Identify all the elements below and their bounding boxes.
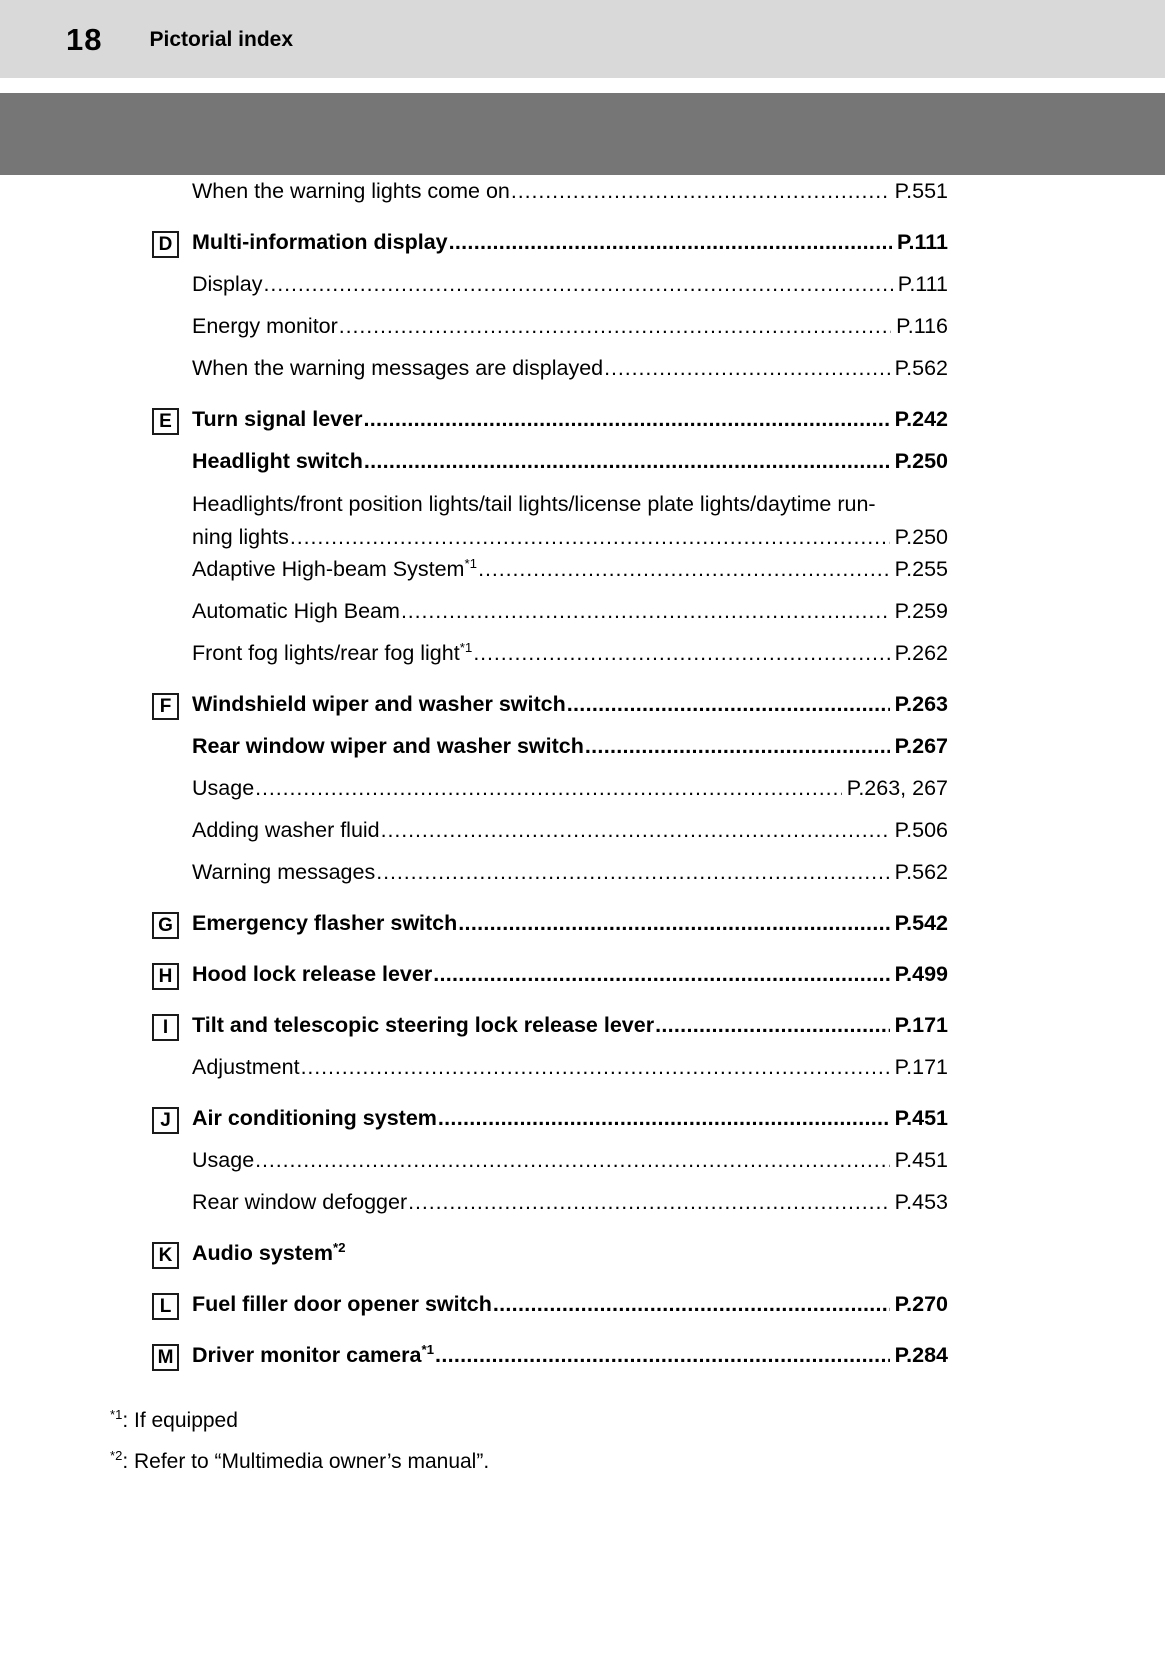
index-entry	[192, 1010, 948, 1040]
dot-leader	[339, 311, 891, 341]
index-entry	[192, 638, 948, 668]
entry-page-number[interactable]: P.284	[894, 1343, 948, 1367]
dot-leader	[449, 227, 892, 257]
footnote-marker: *2	[110, 1448, 123, 1463]
dot-leader	[493, 1289, 890, 1319]
index-sub-row[interactable]	[0, 815, 1165, 857]
entry-page-number[interactable]: P.499	[894, 962, 948, 986]
index-entry	[192, 1340, 948, 1370]
entry-label: Adaptive High-beam System$^{*1}$	[192, 555, 478, 581]
index-sub-row[interactable]	[0, 488, 1165, 554]
index-entry	[192, 227, 948, 257]
entry-page-number[interactable]: P.542	[894, 911, 948, 935]
index-section-row[interactable]	[0, 1289, 1165, 1331]
entry-label: Display	[192, 272, 263, 296]
entry-page-number[interactable]: P.242	[894, 407, 948, 431]
index-entry	[192, 176, 948, 206]
index-sub-row[interactable]	[0, 596, 1165, 638]
index-entry	[192, 404, 948, 434]
dot-leader	[567, 689, 890, 719]
dot-leader	[255, 773, 842, 803]
dot-leader	[255, 1145, 889, 1175]
entry-page-number[interactable]: P.255	[894, 557, 948, 581]
footnote-marker: *1	[421, 1341, 435, 1357]
entry-label: Audio system$^{*2}$	[192, 1239, 346, 1265]
index-sub-row[interactable]	[0, 1145, 1165, 1187]
section-letter-badge: G	[152, 912, 179, 939]
index-entry	[192, 689, 948, 719]
index-entry	[192, 353, 948, 383]
entry-page-number[interactable]: P.551	[894, 179, 948, 203]
page-number: 18	[66, 21, 103, 57]
index-sub-row[interactable]	[0, 353, 1165, 395]
pictorial-index-list	[0, 176, 1165, 1382]
page-title: Pictorial index	[149, 27, 294, 51]
footnote-marker: *2	[332, 1239, 346, 1255]
dot-leader	[363, 404, 889, 434]
entry-label: Energy monitor	[192, 314, 338, 338]
entry-label: Warning messages	[192, 860, 376, 884]
index-section-row[interactable]	[0, 1010, 1165, 1052]
dot-leader	[604, 353, 889, 383]
footnote-text: : Refer to “Multimedia owner’s manual”.	[122, 1450, 490, 1473]
page-header	[0, 0, 1165, 78]
entry-label: Front fog lights/rear fog light$^{*1}$	[192, 639, 473, 665]
section-letter-badge: E	[152, 408, 179, 435]
entry-label: Adjustment	[192, 1055, 300, 1079]
index-entry	[192, 1145, 948, 1175]
entry-page-number[interactable]: P.453	[894, 1190, 948, 1214]
index-entry	[192, 959, 948, 989]
entry-page-number[interactable]: P.171	[894, 1055, 948, 1079]
entry-page-number[interactable]: P.263	[894, 692, 948, 716]
index-section-row[interactable]	[0, 1340, 1165, 1382]
index-entry	[192, 815, 948, 845]
section-letter-badge: F	[152, 693, 179, 720]
entry-page-number[interactable]: P.451	[894, 1148, 948, 1172]
index-section-row[interactable]	[0, 689, 1165, 731]
dot-leader	[376, 857, 889, 887]
entry-label: Driver monitor camera$^{*1}$	[192, 1341, 435, 1367]
index-sub-row[interactable]	[0, 638, 1165, 680]
entry-page-number[interactable]: P.250	[894, 525, 948, 549]
dot-leader	[473, 638, 889, 668]
entry-label: Air conditioning system	[192, 1106, 437, 1130]
dot-leader	[435, 1340, 890, 1370]
index-sub-row[interactable]	[0, 176, 1165, 218]
entry-label: Rear window defogger	[192, 1190, 408, 1214]
entry-label: Emergency flasher switch	[192, 911, 458, 935]
entry-label: Headlight switch	[192, 449, 363, 473]
dot-leader	[364, 446, 890, 476]
index-entry	[192, 731, 948, 761]
index-sub-row[interactable]	[0, 857, 1165, 899]
entry-label: Windshield wiper and washer switch	[192, 692, 566, 716]
entry-page-number[interactable]: P.262	[894, 641, 948, 665]
section-letter-badge: L	[152, 1293, 179, 1320]
entry-label: Usage	[192, 776, 255, 800]
index-section-row[interactable]	[0, 404, 1165, 446]
dot-leader	[655, 1010, 890, 1040]
entry-page-number[interactable]: P.259	[894, 599, 948, 623]
index-sub-row[interactable]	[0, 269, 1165, 311]
entry-page-number[interactable]: P.267	[894, 734, 948, 758]
index-entry	[192, 269, 948, 299]
index-entry	[192, 1238, 948, 1268]
entry-label: Hood lock release lever	[192, 962, 433, 986]
entry-page-number[interactable]: P.116	[896, 314, 948, 338]
entry-label: Automatic High Beam	[192, 599, 400, 623]
index-section-row[interactable]	[0, 1238, 1165, 1280]
entry-label: Rear window wiper and washer switch	[192, 734, 584, 758]
index-sub-row[interactable]	[0, 446, 1165, 488]
entry-label: Tilt and telescopic steering lock release lever	[192, 1013, 655, 1037]
dot-leader	[408, 1187, 889, 1217]
index-entry	[192, 908, 948, 938]
index-entry	[192, 1289, 948, 1319]
index-entry	[192, 311, 948, 341]
entry-page-number[interactable]: P.263, 267	[846, 776, 948, 800]
index-entry	[192, 596, 948, 626]
index-entry	[192, 554, 948, 584]
dot-leader	[264, 269, 893, 299]
index-sub-row[interactable]	[0, 773, 1165, 815]
dot-leader	[381, 815, 890, 845]
entry-label: Fuel filler door opener switch	[192, 1292, 492, 1316]
footnote-text: : If equipped	[122, 1409, 238, 1432]
entry-page-number[interactable]: P.451	[894, 1106, 948, 1130]
footnote-marker: *1	[464, 555, 478, 571]
section-letter-badge: D	[152, 231, 179, 258]
footnote-marker: *1	[110, 1407, 123, 1422]
footnote-marker: *1	[459, 639, 473, 655]
dot-leader	[511, 176, 890, 206]
index-section-row[interactable]	[0, 227, 1165, 269]
index-sub-row[interactable]	[0, 731, 1165, 773]
dot-leader	[585, 731, 890, 761]
dot-leader	[401, 596, 890, 626]
dot-leader	[301, 1052, 890, 1082]
footnote	[110, 1400, 1010, 1441]
dot-leader	[290, 521, 890, 554]
entry-page-number[interactable]: P.111	[897, 272, 948, 296]
index-section-row[interactable]	[0, 908, 1165, 950]
illustration-band	[0, 93, 1165, 175]
dot-leader	[438, 1103, 890, 1133]
entry-label: Adding washer fluid	[192, 818, 380, 842]
section-letter-badge: I	[152, 1014, 179, 1041]
index-entry	[192, 1187, 948, 1217]
entry-label: When the warning messages are displayed	[192, 356, 604, 380]
entry-label: Usage	[192, 1148, 255, 1172]
index-entry	[192, 773, 948, 803]
entry-label: Turn signal lever	[192, 407, 363, 431]
entry-page-number[interactable]: P.562	[894, 860, 948, 884]
dot-leader	[458, 908, 889, 938]
entry-page-number[interactable]: P.111	[896, 230, 948, 254]
footnotes	[110, 1400, 1010, 1482]
index-sub-row[interactable]	[0, 554, 1165, 596]
section-letter-badge: M	[152, 1344, 179, 1371]
entry-label: Headlights/front position lights/tail lights/license plate lights/daytime run-	[192, 492, 876, 516]
index-entry	[192, 857, 948, 887]
index-entry	[192, 446, 948, 476]
index-sub-row[interactable]	[0, 311, 1165, 353]
section-letter-badge: H	[152, 963, 179, 990]
index-sub-row[interactable]	[0, 1187, 1165, 1229]
section-letter-badge: K	[152, 1242, 179, 1269]
footnote	[110, 1441, 1010, 1482]
index-sub-row[interactable]	[0, 1052, 1165, 1094]
entry-page-number[interactable]: P.250	[894, 449, 948, 473]
entry-page-number[interactable]: P.171	[894, 1013, 948, 1037]
entry-page-number[interactable]: P.506	[894, 818, 948, 842]
dot-leader	[433, 959, 889, 989]
section-letter-badge: J	[152, 1107, 179, 1134]
index-section-row[interactable]	[0, 959, 1165, 1001]
entry-page-number[interactable]: P.270	[894, 1292, 948, 1316]
entry-label: When the warning lights come on	[192, 179, 510, 203]
index-entry	[192, 1052, 948, 1082]
entry-page-number[interactable]: P.562	[894, 356, 948, 380]
entry-label: Multi-information display	[192, 230, 448, 254]
index-section-row[interactable]	[0, 1103, 1165, 1145]
index-entry	[192, 488, 948, 554]
dot-leader	[478, 554, 890, 584]
entry-label-continuation: ning lights	[192, 525, 289, 549]
index-entry	[192, 1103, 948, 1133]
